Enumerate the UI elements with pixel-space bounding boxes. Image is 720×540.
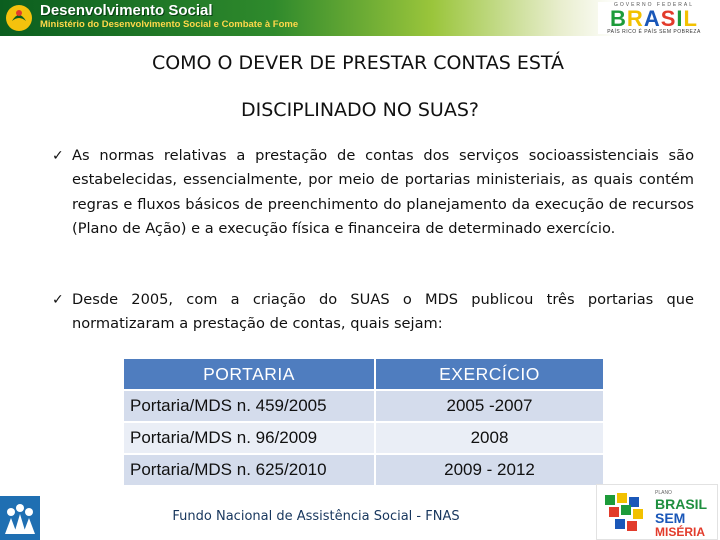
checkmark-icon: ✓ [52, 292, 64, 308]
table-header-exercicio: EXERCÍCIO [375, 358, 604, 390]
logo-word-miseria: MISÉRIA [655, 525, 706, 539]
footer-text: Fundo Nacional de Assistência Social - FNAS [172, 509, 460, 524]
table-header-row [123, 358, 604, 390]
table-cell-exercicio: 2005 -2007 [375, 390, 604, 422]
bullet-text-2: Desde 2005, com a criação do SUAS o MDS publicou três portarias que normatizaram a prestação de contas, quais sejam: [72, 291, 694, 333]
gov-logo-top-text: GOVERNO FEDERAL [613, 2, 694, 8]
table-row [123, 454, 604, 486]
logo-word-sem: SEM [655, 510, 686, 526]
logo-word-brasil: BRASIL [655, 496, 708, 512]
bullet-text-1: As normas relativas a prestação de contas dos serviços socioassistenciais são estabelecidas, essencialmente, por meio de portarias ministeriais, as quais contém regras e fluxos básicos de preenchimento do planejamento da execução de recursos (Plano de Ação) e a execução física e financeira de determinado exercício. [72, 147, 694, 237]
gov-logo-tagline: PAÍS RICO É PAÍS SEM POBREZA [607, 29, 701, 35]
checkmark-icon: ✓ [52, 148, 64, 164]
table-header-portaria: PORTARIA [123, 358, 375, 390]
governo-federal-logo [598, 2, 710, 34]
portarias-table [122, 357, 605, 487]
header-subtitle: Ministério do Desenvolvimento Social e Combate à Fome [40, 19, 299, 30]
ministry-logo-icon [4, 3, 34, 33]
bullet-item-1 [52, 144, 694, 241]
page-title-line-1: COMO O DEVER DE PRESTAR CONTAS ESTÁ [151, 52, 565, 74]
table-cell-portaria: Portaria/MDS n. 625/2010 [123, 454, 375, 486]
header-banner [0, 0, 720, 36]
page-title-line-2: DISCIPLINADO NO SUAS? [241, 99, 479, 121]
table-cell-exercicio: 2009 - 2012 [375, 454, 604, 486]
gov-logo-word: BRASIL [610, 6, 698, 31]
table-row [123, 422, 604, 454]
brasil-sem-miseria-logo [596, 484, 718, 540]
header-title: Desenvolvimento Social [40, 2, 213, 19]
brasil-map-icon [603, 491, 649, 535]
table-cell-exercicio: 2008 [375, 422, 604, 454]
logo-top-text: PLANO [655, 490, 672, 496]
table-row [123, 390, 604, 422]
table-cell-portaria: Portaria/MDS n. 96/2009 [123, 422, 375, 454]
table-cell-portaria: Portaria/MDS n. 459/2005 [123, 390, 375, 422]
bullet-item-2 [52, 288, 694, 337]
